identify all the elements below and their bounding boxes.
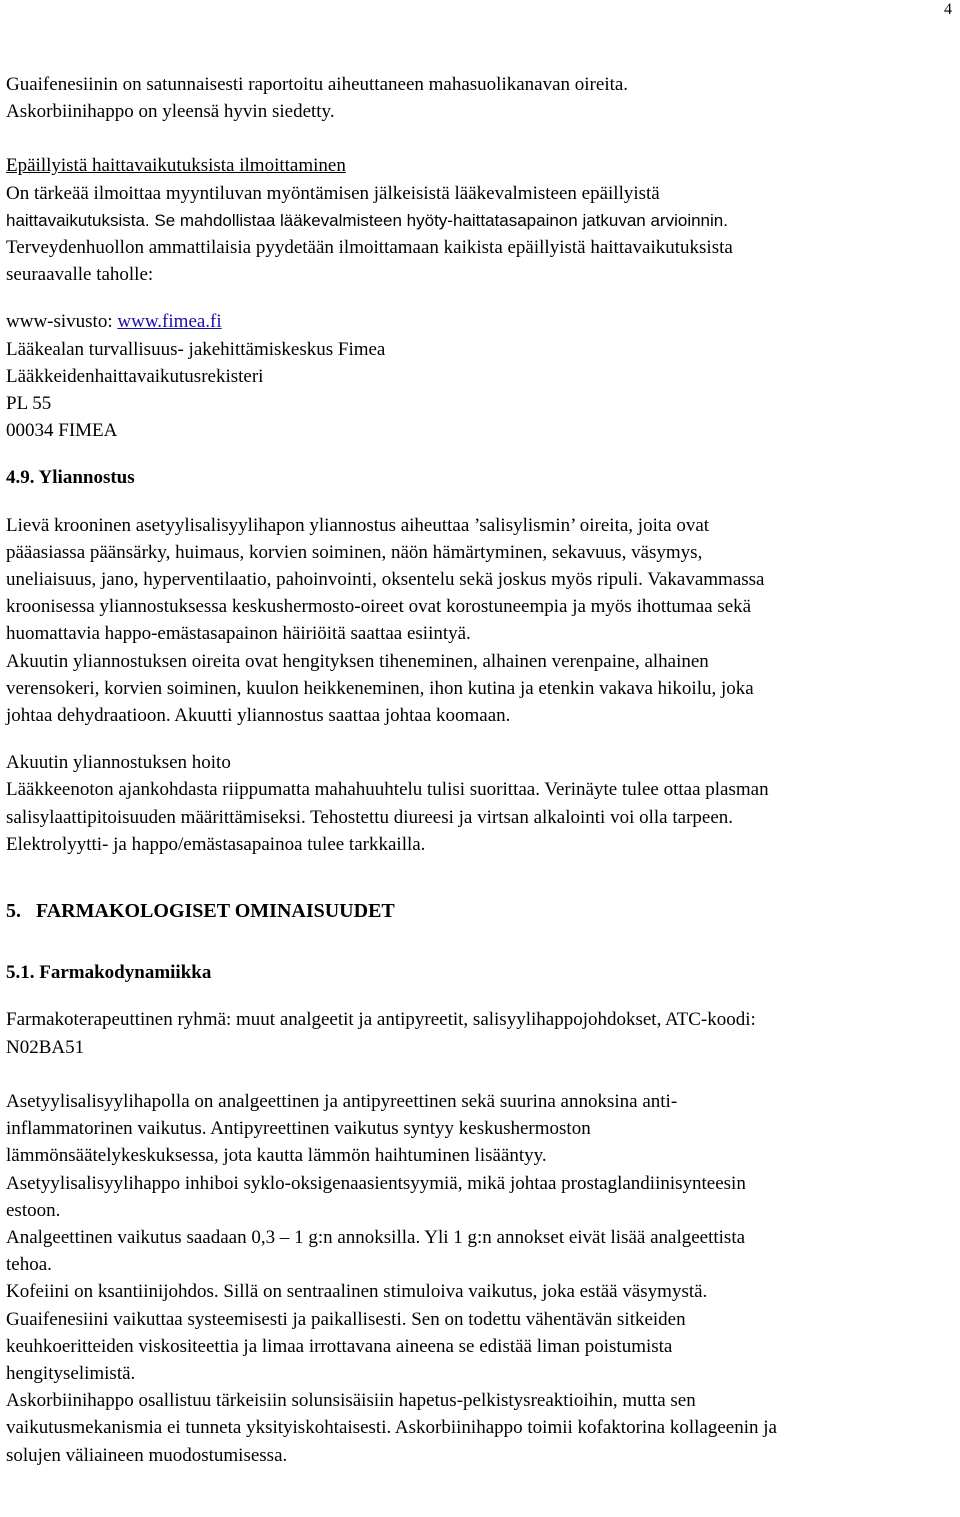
text-line: Analgeettinen vaikutus saadaan 0,3 – 1 g:n annoksilla. Yli 1 g:n annokset eivät lisää analgeettista [6, 1226, 746, 1248]
text-line: lämmönsäätelykeskuksessa, jota kautta lämmön haihtuminen lisääntyy. [6, 1145, 547, 1167]
reporting-title: Epäillyistä haittavaikutuksista ilmoittaminen [6, 155, 346, 177]
treatment-paragraph [6, 776, 952, 858]
pharmacology-section [6, 898, 952, 1469]
reporting-section [6, 152, 952, 444]
section-heading: 4.9. Yliannostus [6, 467, 135, 489]
text-line: Farmakoterapeuttinen ryhmä: muut analgeetit ja antipyreetit, salisyylihappojohdokset, ATC-koodi: [6, 1009, 756, 1031]
subsection-heading: 5.1. Farmakodynamiikka [6, 962, 212, 984]
text-line: Asetyylisalisyylihapolla on analgeettinen ja antipyreettinen sekä suurina annoksina anti- [6, 1090, 678, 1112]
text-line: Terveydenhuollon ammattilaisia pyydetään ilmoittamaan kaikista epäillyistä haittavaikutuksista [6, 237, 733, 259]
text-line: N02BA51 [6, 1036, 85, 1058]
website-label: www-sivusto: [6, 311, 118, 333]
fimea-link[interactable]: www.fimea.fi [117, 311, 222, 333]
text-line: Elektrolyytti- ja happo/emästasapainoa tulee tarkkailla. [6, 833, 426, 855]
text-line: Asetyylisalisyylihappo inhiboi syklo-oksigenaasientsyymiä, mikä johtaa prostaglandiinisynteesin [6, 1172, 746, 1194]
text-line: keuhkoeritteiden viskositeettia ja limaa irrottavana aineena se edistää liman poistumista [6, 1335, 673, 1357]
section-heading: 5. FARMAKOLOGISET OMINAISUUDET [6, 900, 395, 923]
text-line: kroonisessa yliannostuksessa keskushermosto-oireet ovat korostuneempia ja myös ihottumaa sekä [6, 596, 752, 618]
text-line: johtaa dehydraatioon. Akuutti yliannostus saattaa johtaa koomaan. [6, 705, 511, 727]
text-line: vaikutusmekanismia ei tunneta yksityiskohtaisesti. Askorbiinihappo toimii kofaktorina kollageenin ja [6, 1417, 777, 1439]
document-body [6, 71, 952, 1469]
page-number: 4 [944, 1, 952, 18]
text-line: Askorbiinihappo osallistuu tärkeisiin solunsisäisiin hapetus-pelkistysreaktioihin, mutta sen [6, 1390, 696, 1412]
text-line: tehoa. [6, 1254, 52, 1276]
address-line: 00034 FIMEA [6, 420, 118, 442]
overdose-section [6, 464, 952, 858]
address-line: Lääkkeidenhaittavaikutusrekisteri [6, 365, 264, 387]
text-line: verensokeri, korvien soiminen, kuulon heikkeneminen, ihon kutina ja etenkin vakava hikoilu, joka [6, 677, 754, 699]
text-line: Guaifenesiinin on satunnaisesti raportoitu aiheuttaneen mahasuolikanavan oireita. [6, 74, 629, 95]
text-line: inflammatorinen vaikutus. Antipyreettinen vaikutus syntyy keskushermoston [6, 1118, 591, 1140]
address-line: PL 55 [6, 393, 52, 415]
text-line: huomattavia happo-emästasapainon häiriöitä saattaa esiintyä. [6, 623, 471, 645]
text-line: Akuutin yliannostuksen oireita ovat hengityksen tiheneminen, alhainen verenpaine, alhainen [6, 650, 709, 672]
text-line: Lievä krooninen asetyylisalisyylihapon yliannostus aiheuttaa ’salisylismin’ oireita, joita ovat [6, 514, 710, 536]
pharmacodynamics-paragraph [6, 1088, 952, 1469]
text-line: estoon. [6, 1199, 61, 1221]
website-line [6, 308, 952, 335]
text-line: uneliaisuus, jano, hyperventilaatio, pahoinvointi, oksentelu sekä joskus myös ripuli. Vakavammassa [6, 569, 765, 591]
text-line: solujen väliaineen muodostumisessa. [6, 1444, 288, 1466]
text-line: seuraavalle taholle: [6, 264, 154, 286]
text-line: salisylaattipitoisuuden määrittämiseksi. Tehostettu diureesi ja virtsan alkalointi voi olla tarpeen. [6, 806, 734, 828]
intro-paragraph [6, 71, 952, 125]
text-line: Kofeiini on ksantiinijohdos. Sillä on sentraalinen stimuloiva vaikutus, joka estää väsymystä. [6, 1281, 708, 1303]
text-line: Guaifenesiini vaikuttaa systeemisesti ja paikallisesti. Sen on todettu vähentävän sitkeiden [6, 1308, 686, 1330]
text-line: On tärkeää ilmoittaa myyntiluvan myöntämisen jälkeisistä lääkevalmisteen epäillyistä [6, 182, 660, 204]
treatment-title: Akuutin yliannostuksen hoito [6, 752, 231, 774]
overdose-paragraph [6, 512, 952, 730]
address-line: Lääkealan turvallisuus- jakehittämiskeskus Fimea [6, 338, 386, 360]
text-line: pääasiassa päänsärky, huimaus, korvien soiminen, näön hämärtyminen, sekavuus, väsymys, [6, 541, 703, 563]
text-line: Askorbiinihappo on yleensä hyvin siedetty. [6, 101, 335, 123]
text-line: hengityselimistä. [6, 1362, 136, 1384]
pharmacotherapy-paragraph [6, 1006, 952, 1060]
text-line: haittavaikutuksista. Se mahdollistaa lääkevalmisteen hyöty-haittatasapainon jatkuvan arvioinnin. [6, 210, 728, 230]
text-line: Lääkkeenoton ajankohdasta riippumatta mahahuuhtelu tulisi suorittaa. Verinäyte tulee ottaa plasman [6, 779, 769, 801]
